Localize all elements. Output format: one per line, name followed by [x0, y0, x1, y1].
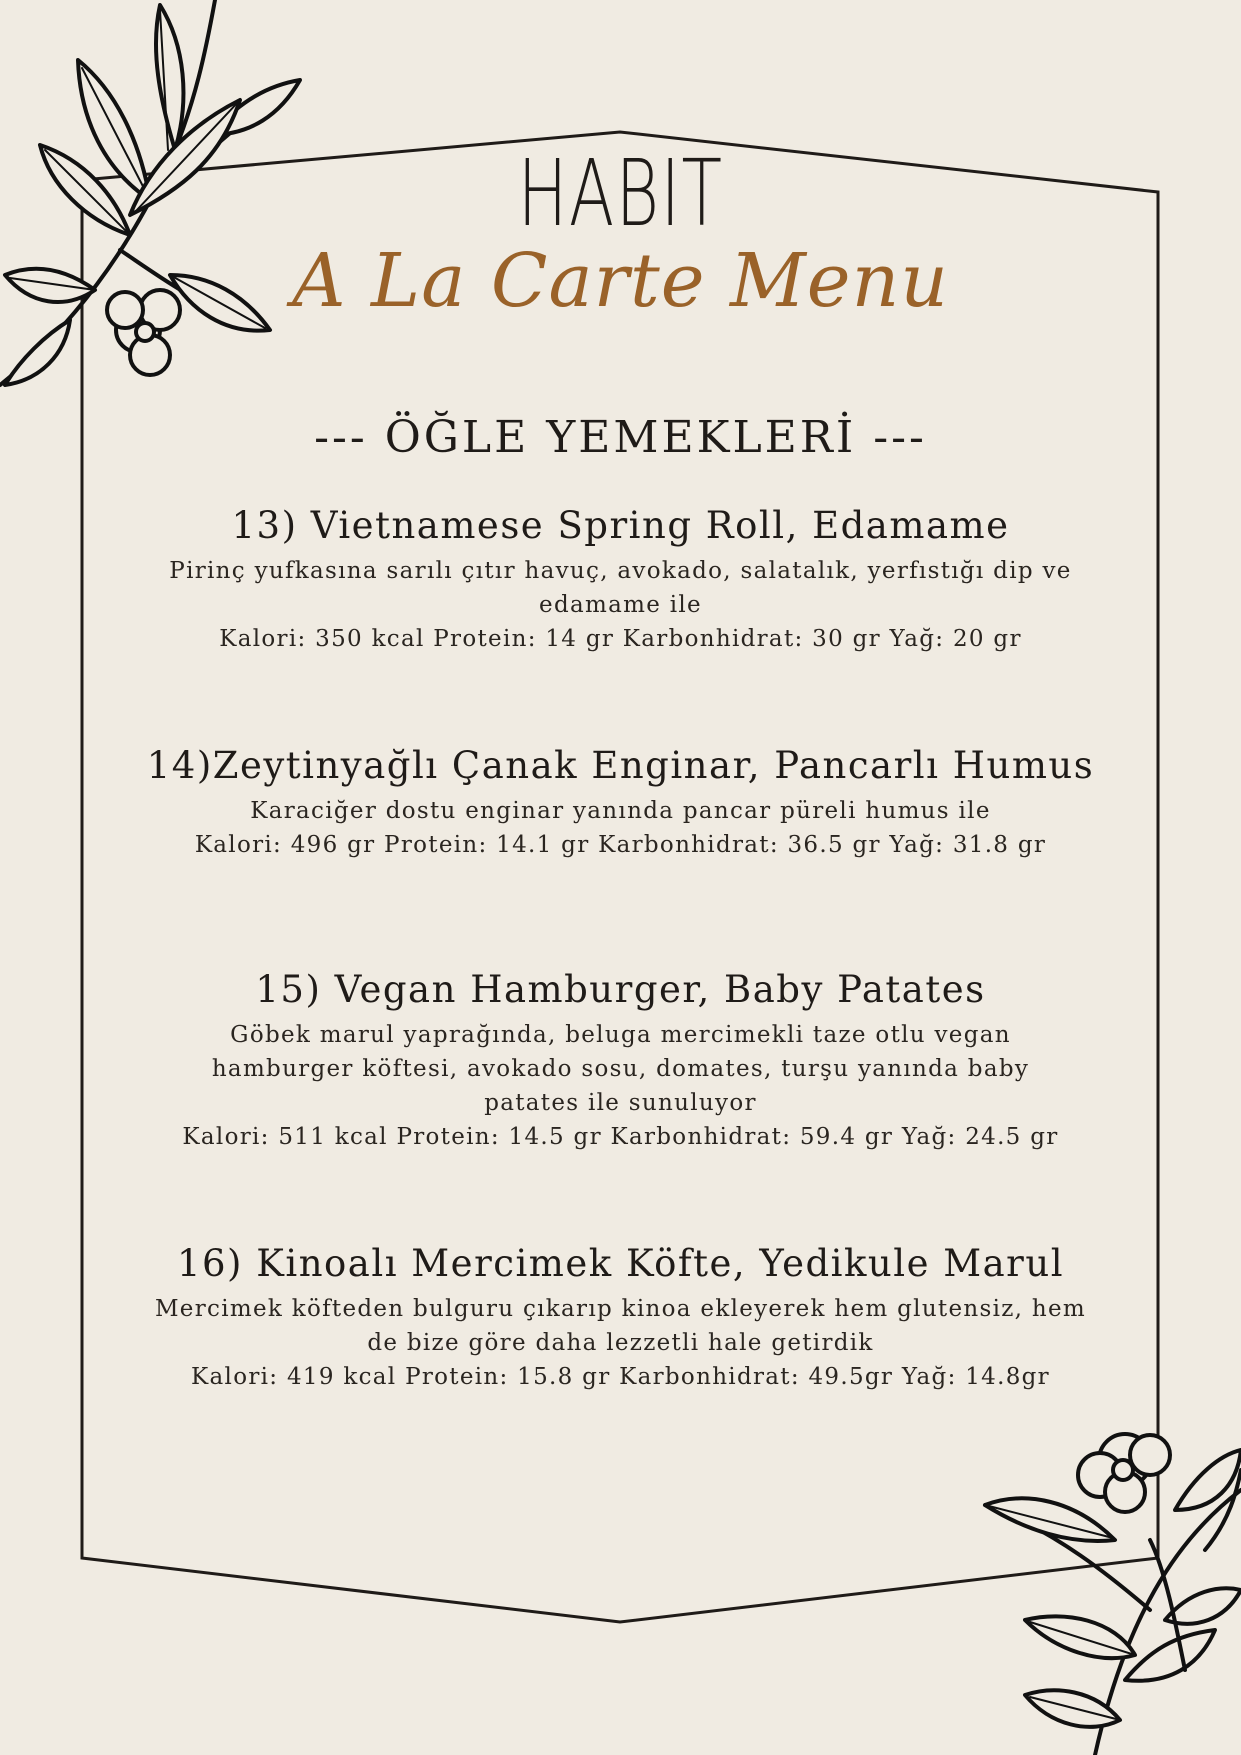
menu-item-13 — [120, 502, 1121, 656]
menu-item-15 — [160, 966, 1081, 1154]
brand-logo: HABIT — [517, 140, 724, 247]
menu-item-14 — [120, 742, 1121, 862]
menu-item-description: Göbek marul yaprağında, beluga mercimekli taze otlu vegan hamburger köftesi, avokado sosu, domates, turşu yanında baby patates ile sunuluyor — [211, 1022, 1030, 1116]
menu-subtitle: A La Carte Menu — [292, 238, 949, 324]
menu-item-description: Mercimek köfteden bulguru çıkarıp kinoa ekleyerek hem glutensiz, hem de bize göre daha lezzetli hale getirdik — [154, 1296, 1087, 1356]
menu-item-name: 15) Vegan Hamburger, Baby Patates — [255, 968, 986, 1011]
section-title: --- ÖĞLE YEMEKLERİ --- — [314, 412, 927, 463]
menu-item-nutrition: Kalori: 496 gr Protein: 14.1 gr Karbonhidrat: 36.5 gr Yağ: 31.8 gr — [194, 832, 1047, 858]
menu-item-description: Pirinç yufkasına sarılı çıtır havuç, avokado, salatalık, yerfıstığı dip ve edamame ile — [169, 558, 1072, 618]
menu-item-description: Karaciğer dostu enginar yanında pancar püreli humus ile — [250, 798, 991, 824]
menu-item-nutrition: Kalori: 511 kcal Protein: 14.5 gr Karbonhidrat: 59.4 gr Yağ: 24.5 gr — [182, 1124, 1059, 1150]
menu-item-name: 13) Vietnamese Spring Roll, Edamame — [231, 504, 1010, 547]
leaf-branch-bottom-right-icon — [975, 1420, 1241, 1755]
menu-item-name: 16) Kinoalı Mercimek Köfte, Yedikule Marul — [176, 1242, 1065, 1285]
menu-item-nutrition: Kalori: 419 kcal Protein: 15.8 gr Karbonhidrat: 49.5gr Yağ: 14.8gr — [191, 1364, 1050, 1390]
menu-item-nutrition: Kalori: 350 kcal Protein: 14 gr Karbonhidrat: 30 gr Yağ: 20 gr — [219, 626, 1022, 652]
menu-item-name: 14)Zeytinyağlı Çanak Enginar, Pancarlı Humus — [146, 744, 1095, 787]
menu-item-16 — [140, 1240, 1101, 1394]
